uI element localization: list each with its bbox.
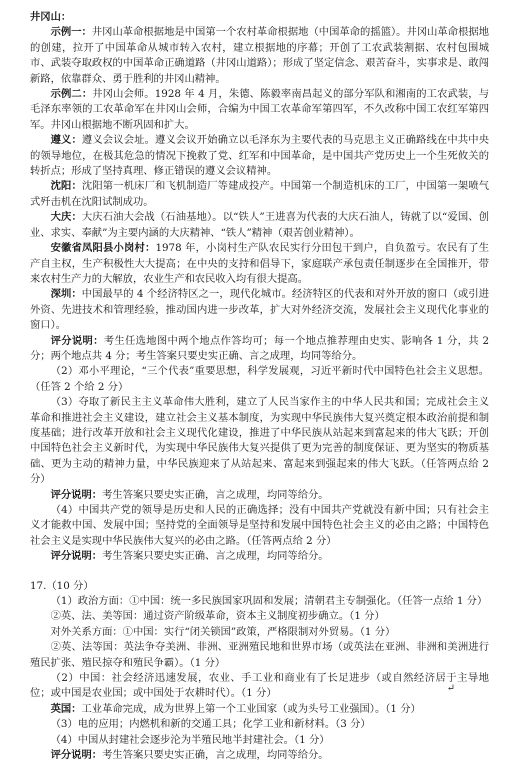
paragraph-text: 对外关系方面：①中国：实行“闭关锁国”政策，严格限制对外贸易。（1 分） [50, 625, 396, 638]
answer-paragraph [30, 733, 489, 748]
paragraph-lead: 井冈山： [30, 11, 72, 23]
paragraph-text: 沈阳第一机床厂和飞机制造厂等建成投产。中国第一个制造机床的工厂，中国第一架喷气式歼击机在沈阳试制成功。 [30, 180, 490, 208]
paragraph-lead: 示例二： [50, 88, 93, 101]
paragraph-lead: 评分说明： [50, 488, 103, 501]
answer-paragraph [30, 179, 489, 210]
paragraph-text: 大庆石油大会战（石油基地）。以“铁人”王进喜为代表的大庆石油人，铸就了以“爱国、创业、求实、奉献”为主要内涵的大庆精神、“铁人”精神（艰苦创业精神）。 [30, 211, 490, 239]
paragraph-lead: 深圳： [50, 288, 82, 301]
paragraph-text: 1978 年，小岗村生产队农民实行分田包干到户，自负盈亏。农民有了生产自主权，生产积极性大大提高；在中央的支持和倡导下，家庭联产承包责任制逐步在全国推开，带来农村生产力的大解放，农业生产和农民收入均有很大提高。 [30, 242, 489, 285]
answer-paragraph [30, 133, 489, 179]
paragraph-lead: 英国： [50, 702, 82, 715]
paragraph-lead: 评分说明： [50, 550, 103, 563]
answer-paragraph [30, 503, 489, 549]
paragraph-text: 考生答案只要史实正确，言之成理，均同等给分。 [102, 749, 329, 762]
paragraph-text: 井冈山革命根据地是中国第一个农村革命根据地（中国革命的摇篮）。井冈山革命根据地的创建，拉开了中国革命从城市转入农村，建立根据地的序幕；开创了工农武装割据、农村包围城市、武装夺取政权的中国革命正确道路（井冈山道路）；形成了坚定信念、艰苦奋斗，实事求是、敢闯新路，依靠群众、勇于胜利的井冈山精神。 [30, 26, 489, 85]
paragraph-text: ②英、法等国：英法争夺美洲、非洲、亚洲殖民地和世界市场（或英法在亚洲、非洲和美洲进行殖民扩张、殖民掠夺和殖民争霸）。（1 分） [30, 641, 489, 669]
paragraph-text: 考生任选地图中两个地点作答均可；每一个地点推荐理由史实、影响各 1 分，共 2 分；两个地点共 4 分；考生答案只要史实正确、言之成理，均同等给分。 [30, 334, 489, 362]
answer-paragraph [30, 10, 489, 25]
paragraph-lead: 沈阳： [50, 180, 82, 193]
paragraph-text: 考生答案只要史实正确、言之成理，均同等给分。 [102, 550, 329, 563]
paragraph-lead: 评分说明： [50, 334, 104, 347]
answer-paragraph [30, 609, 489, 624]
answer-paragraph [30, 748, 489, 763]
answer-paragraph [30, 210, 489, 241]
answer-paragraph [30, 241, 489, 287]
answer-paragraph [30, 671, 489, 702]
paragraph-text: （4）中国从封建社会逐步沦为半殖民地半封建社会。（1 分） [50, 733, 330, 746]
paragraph-text: （3）电的应用；内燃机和新的交通工具；化学工业和新材料。（3 分） [50, 718, 371, 731]
answer-paragraph [30, 364, 489, 395]
answer-paragraph [30, 395, 489, 487]
answer-paragraph [30, 334, 489, 365]
answer-paragraph [30, 579, 489, 594]
paragraph-lead: 示例一： [50, 26, 92, 39]
paragraph-text: （2）邓小平理论，“三个代表”重要思想，科学发展观，习近平新时代中国特色社会主义思想。（任答 2 个给 2 分） [30, 365, 489, 393]
paragraph-text: 17.（10 分） [30, 579, 94, 592]
answer-paragraph [30, 25, 489, 87]
answer-paragraph [30, 87, 489, 133]
answer-paragraph [30, 287, 489, 333]
answer-paragraph [30, 640, 489, 671]
answer-paragraph [30, 549, 489, 564]
paragraph-text: （1）政治方面：①中国：统一多民族国家巩固和发展；清朝君主专制强化。（任答一点给 1 分） [50, 595, 488, 608]
paragraph-text: 井冈山会师。1928 年 4 月，朱德、陈毅率南昌起义的部分军队和湘南的工农武装，与毛泽东率领的工农革命军在井冈山会师，合编为中国工农革命军第四军，不久改称中国工农红军第四军。井冈山根据地不断巩固和扩大。 [30, 88, 490, 131]
answer-paragraph [30, 594, 489, 609]
paragraph-text: 工业革命完成，成为世界上第一个工业国家（或为头号工业强国）。（1 分） [81, 702, 421, 715]
paragraph-lead: 大庆： [50, 211, 82, 224]
answer-document-body [30, 10, 489, 764]
answer-paragraph [30, 702, 489, 717]
paragraph-text: 考生答案只要史实正确，言之成理，均同等给分。 [102, 488, 329, 501]
paragraph-text: （4）中国共产党的领导是历史和人民的正确选择；没有中国共产党就没有新中国；只有社会主义才能救中国、发展中国；坚持党的全面领导是坚持和发展中国特色社会主义的必由之路；中国特色社会主义是实现中华民族伟大复兴的必由之路。（任答两点给 2 分） [30, 504, 489, 547]
paragraph-text: （3）夺取了新民主主义革命伟大胜利，建立了人民当家作主的中华人民共和国；完成社会主义革命和推进社会主义建设，建立社会主义基本制度，为实现中华民族伟大复兴奠定根本政治前提和制度基础；进行改革开放和社会主义现代化建设，推进了中华民族从站起来到富起来的伟大飞跃；开创中国特色社会主义新时代，为实现中华民族伟大复兴提供了更为完善的制度保证、更为坚实的物质基础、更为主动的精神力量，中华民族迎来了从站起来、富起来到强起来的伟大飞跃。（任答两点给 2 分） [30, 396, 489, 486]
paragraph-lead: 遵义： [50, 134, 82, 147]
paragraph-text: （2）中国：社会经济迅速发展，农业、手工业和商业有了长足进步（或自然经济居于主导地位；或中国是农业国；或中国处于农耕时代）。（1 分） [30, 672, 489, 700]
answer-paragraph [30, 625, 489, 640]
paragraph-lead: 安徽省凤阳县小岗村： [50, 242, 156, 255]
answer-paragraph [30, 488, 489, 503]
paragraph-lead: 评分说明： [50, 749, 103, 762]
answer-paragraph [30, 717, 489, 732]
paragraph-text: ②英、法、美等国：通过资产阶级革命，资本主义制度初步确立。（1 分） [50, 610, 385, 623]
paragraph-text: 遵义会议会址。遵义会议开始确立以毛泽东为主要代表的马克思主义正确路线在中共中央的领导地位，在极其危急的情况下挽救了党、红军和中国革命，是中国共产党历史上一个生死攸关的转折点；形成了坚持真理、修正错误的遵义会议精神。 [30, 134, 490, 178]
paragraph-end-mark: ↵ [446, 683, 455, 694]
paragraph-text: 中国最早的 4 个经济特区之一，现代化城市。经济特区的代表和对外开放的窗口（或引进外资、先进技术和管理经验，推动国内进一步改革，扩大对外经济交流，发展社会主义现代化事业的窗口）。 [30, 288, 489, 332]
section-spacer [30, 565, 489, 579]
